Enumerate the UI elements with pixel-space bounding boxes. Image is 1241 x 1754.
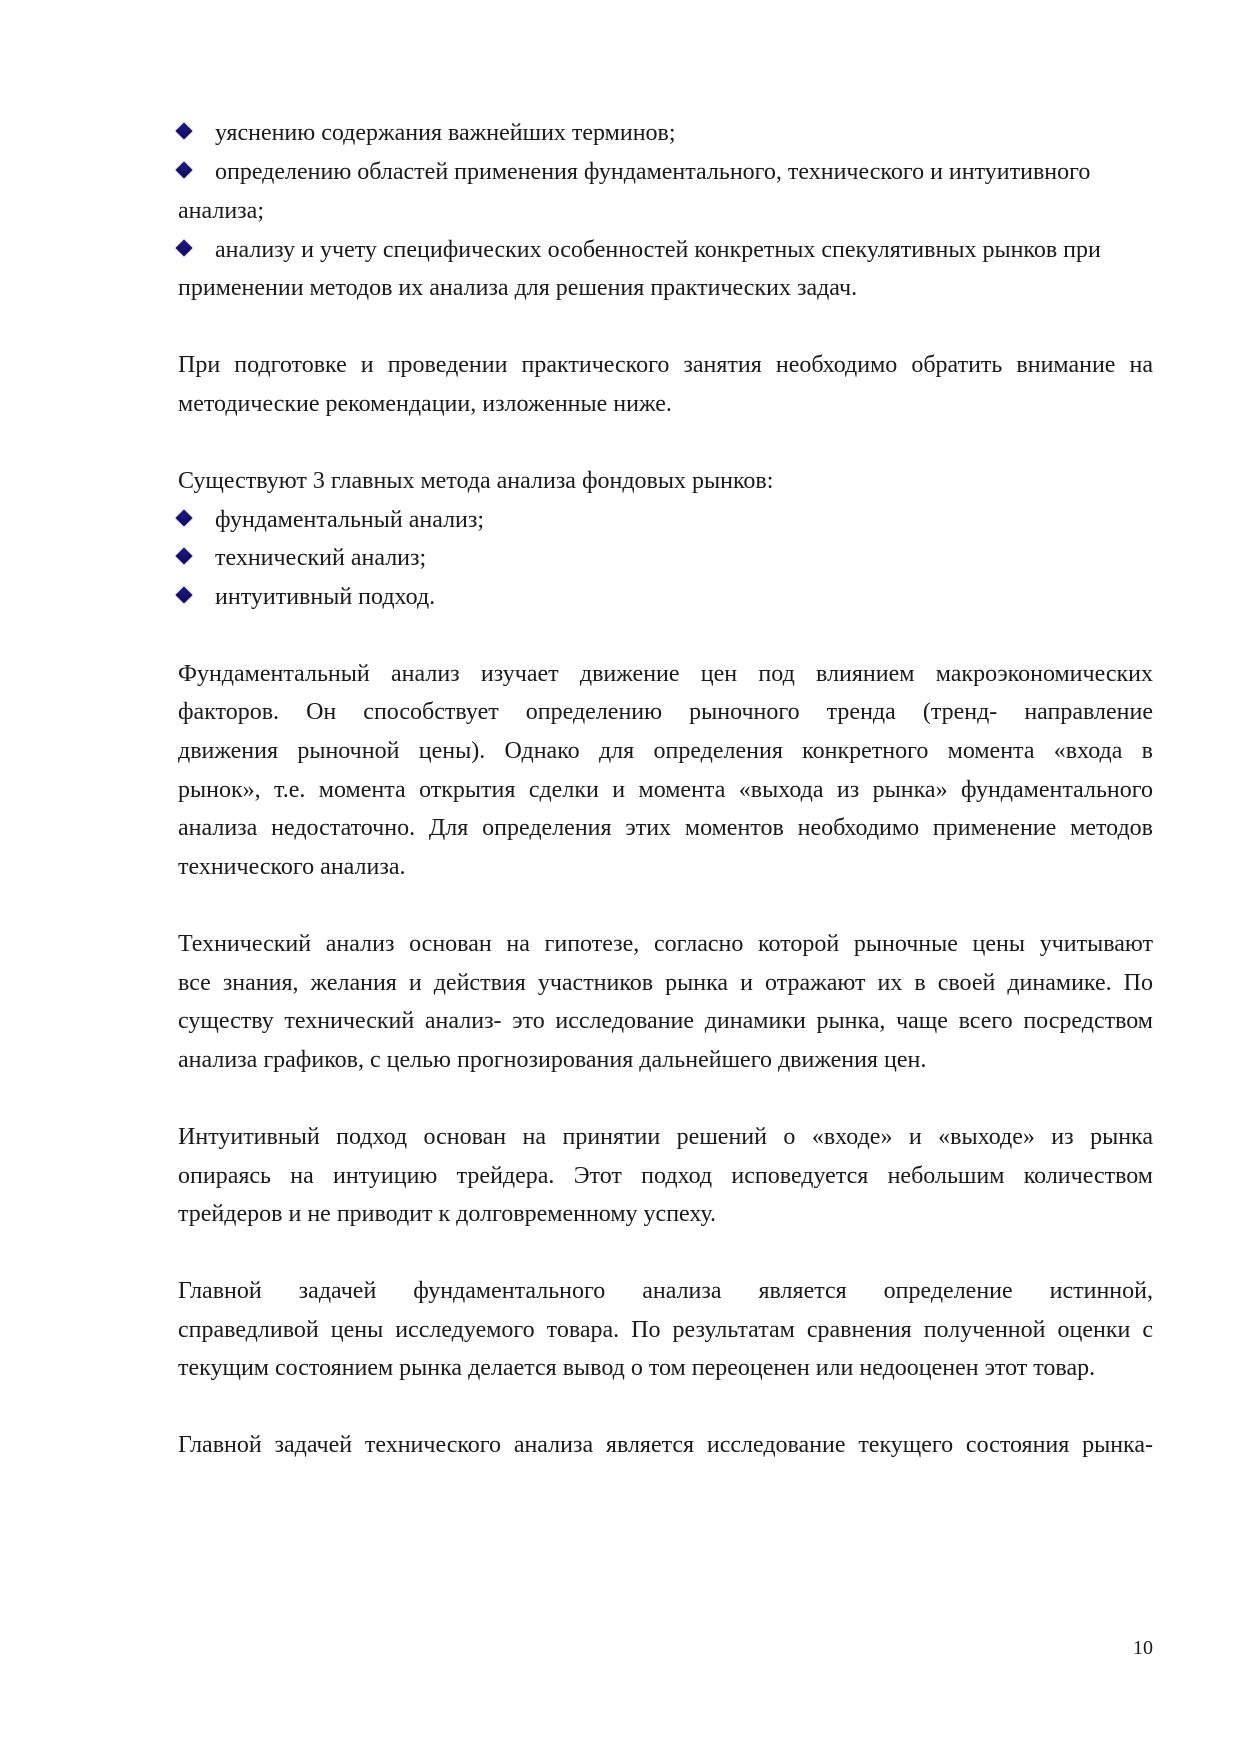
diamond-bullet-icon bbox=[176, 162, 193, 179]
list-item-continuation: анализа; bbox=[178, 198, 264, 224]
paragraph-line: опираясь на интуицию трейдера. Этот подход исповедуется небольшим количеством bbox=[178, 1163, 1153, 1189]
diamond-bullet-icon bbox=[176, 587, 193, 604]
diamond-bullet-icon bbox=[176, 548, 193, 565]
paragraph-line: справедливой цены исследуемого товара. По результатам сравнения полученной оценки с bbox=[178, 1317, 1153, 1343]
paragraph-line: анализа недостаточно. Для определения этих моментов необходимо применение методов bbox=[178, 815, 1153, 841]
diamond-bullet-icon bbox=[176, 123, 193, 140]
paragraph-line: текущим состоянием рынка делается вывод о том переоценен или недооценен этот товар. bbox=[178, 1355, 1096, 1381]
paragraph-line: Главной задачей фундаментального анализа является определение истинной, bbox=[178, 1278, 1153, 1304]
paragraph-line: Фундаментальный анализ изучает движение цен под влиянием макроэкономических bbox=[178, 661, 1153, 687]
paragraph-line: все знания, желания и действия участников рынка и отражают их в своей динамике. По bbox=[178, 970, 1153, 996]
diamond-bullet-icon bbox=[176, 510, 193, 527]
paragraph-line: движения рыночной цены). Однако для определения конкретного момента «входа в bbox=[178, 738, 1153, 764]
methods-intro: Существуют 3 главных метода анализа фондовых рынков: bbox=[178, 468, 774, 494]
paragraph-line: трейдеров и не приводит к долговременному успеху. bbox=[178, 1201, 717, 1227]
paragraph-line: Главной задачей технического анализа является исследование текущего состояния рынка- bbox=[178, 1432, 1153, 1458]
paragraph-line: Технический анализ основан на гипотезе, согласно которой рыночные цены учитывают bbox=[178, 931, 1153, 957]
paragraph-line: факторов. Он способствует определению рыночного тренда (тренд- направление bbox=[178, 699, 1153, 725]
paragraph-line: технического анализа. bbox=[178, 854, 406, 880]
paragraph-line: существу технический анализ- это исследование динамики рынка, чаще всего посредством bbox=[178, 1008, 1153, 1034]
paragraph-line: анализа графиков, с целью прогнозирования дальнейшего движения цен. bbox=[178, 1047, 927, 1073]
paragraph-line: методические рекомендации, изложенные ниже. bbox=[178, 391, 672, 417]
diamond-bullet-icon bbox=[176, 240, 193, 257]
paragraph-line: рынок», т.е. момента открытия сделки и момента «выхода из рынка» фундаментального bbox=[178, 777, 1153, 803]
page-number: 10 bbox=[1133, 1637, 1153, 1659]
paragraph-line: Интуитивный подход основан на принятии решений о «входе» и «выходе» из рынка bbox=[178, 1124, 1153, 1150]
paragraph-line: При подготовке и проведении практического занятия необходимо обратить внимание на bbox=[178, 352, 1153, 378]
list-item-continuation: применении методов их анализа для решения практических задач. bbox=[178, 275, 858, 301]
